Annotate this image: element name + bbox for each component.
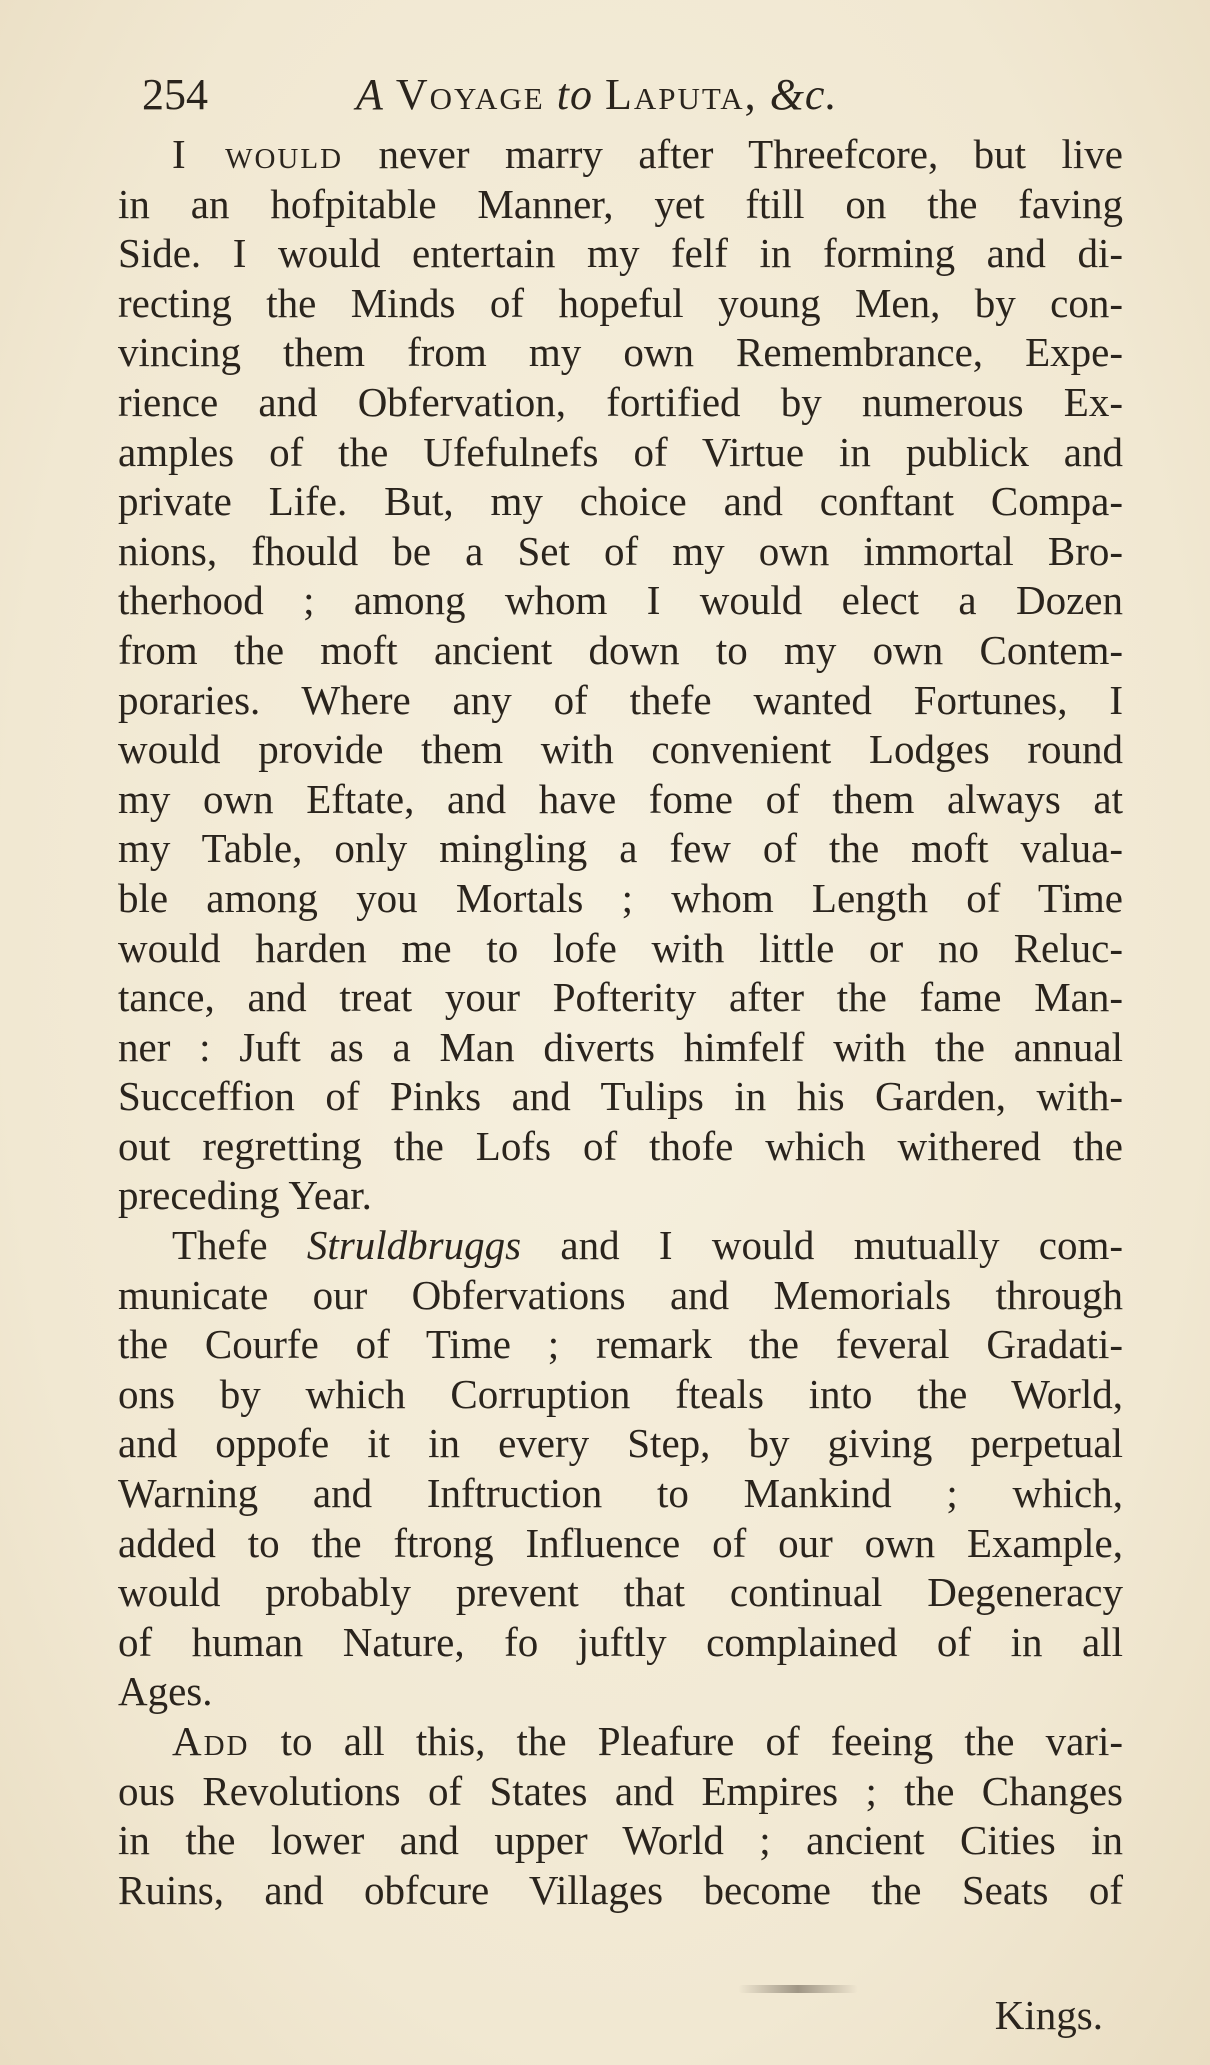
text-line: ble among you Mortals ; whom Length of Time xyxy=(118,874,1123,921)
struldbruggs-word: Struldbruggs xyxy=(306,1222,522,1269)
text-line: in the lower and upper World ; ancient Cities in xyxy=(118,1817,1123,1864)
para2-pre: Thefe xyxy=(172,1222,307,1269)
text-line: private Life. But, my choice and conftant Compa- xyxy=(118,478,1123,525)
text-line: from the moft ancient down to my own Contem- xyxy=(118,626,1123,673)
para3-lead: Add xyxy=(172,1718,250,1764)
title-suffix: &c. xyxy=(769,70,838,119)
text-line: ons by which Corruption fteals into the World, xyxy=(118,1370,1123,1417)
text-line: preceding Year. xyxy=(118,1172,372,1219)
body-text xyxy=(118,130,1123,1915)
text-line: ner : Juft as a Man diverts himfelf with the annual xyxy=(118,1023,1123,1070)
page-number: 254 xyxy=(142,70,208,119)
text-line: Warning and Inftruction to Mankind ; which, xyxy=(118,1470,1123,1517)
title-place: Laputa, xyxy=(604,70,758,119)
catchword: Kings. xyxy=(994,1992,1103,2038)
text-line: therhood ; among whom I would elect a Dozen xyxy=(118,577,1123,624)
text-line: added to the ftrong Influence of our own Example, xyxy=(118,1519,1123,1566)
text-line: nions, fhould be a Set of my own immortal Bro- xyxy=(118,527,1123,574)
text-line: of human Nature, fo juftly complained of in all xyxy=(118,1618,1123,1665)
title-main: Voyage xyxy=(395,70,545,119)
text-line: Succeffion of Pinks and Tulips in his Garden, with- xyxy=(118,1073,1123,1120)
text-line: poraries. Where any of thefe wanted Fortunes, I xyxy=(118,676,1123,723)
text-line: vincing them from my own Remembrance, Expe- xyxy=(118,329,1123,376)
text-line xyxy=(118,130,1123,180)
text-line: out regretting the Lofs of thofe which withered the xyxy=(118,1122,1123,1169)
text-line: ous Revolutions of States and Empires ; the Changes xyxy=(118,1767,1123,1814)
text-line: Ages. xyxy=(118,1668,213,1715)
opening-rest: never marry after Threefcore, but live xyxy=(343,131,1123,177)
title-connector: to xyxy=(556,70,593,119)
opening-words: I would xyxy=(172,131,344,177)
text-line xyxy=(118,1717,1123,1767)
text-line: my own Eftate, and have fome of them always at xyxy=(118,775,1123,822)
running-head xyxy=(118,60,1123,130)
text-line: tance, and treat your Pofterity after the fame Man- xyxy=(118,974,1123,1021)
text-line: recting the Minds of hopeful young Men, by con- xyxy=(118,279,1123,326)
running-title xyxy=(356,60,837,130)
text-line xyxy=(118,1221,1123,1271)
text-line: municate our Obfervations and Memorials through xyxy=(118,1271,1123,1318)
text-line: would probably prevent that continual Degeneracy xyxy=(118,1569,1123,1616)
text-line: would provide them with convenient Lodges round xyxy=(118,726,1123,773)
text-line: would harden me to lofe with little or no Reluc- xyxy=(118,924,1123,971)
title-prefix: A xyxy=(356,70,384,119)
text-line: in an hofpitable Manner, yet ftill on the faving xyxy=(118,180,1123,227)
text-line: amples of the Ufefulnefs of Virtue in publick and xyxy=(118,428,1123,475)
text-line: Side. I would entertain my felf in forming and di- xyxy=(118,230,1123,277)
text-line: Ruins, and obfcure Villages become the Seats of xyxy=(118,1866,1123,1913)
text-line: and oppofe it in every Step, by giving perpetual xyxy=(118,1420,1123,1467)
text-line: my Table, only mingling a few of the moft valua- xyxy=(118,825,1123,872)
para2-post: and I would mutually com- xyxy=(521,1222,1123,1269)
text-line: rience and Obfervation, fortified by numerous Ex- xyxy=(118,378,1123,425)
text-line: the Courfe of Time ; remark the feveral Gradati- xyxy=(118,1321,1123,1368)
ink-smudge xyxy=(738,1985,858,1993)
book-page xyxy=(118,60,1123,2050)
para3-rest: to all this, the Pleafure of feeing the vari- xyxy=(249,1718,1123,1764)
